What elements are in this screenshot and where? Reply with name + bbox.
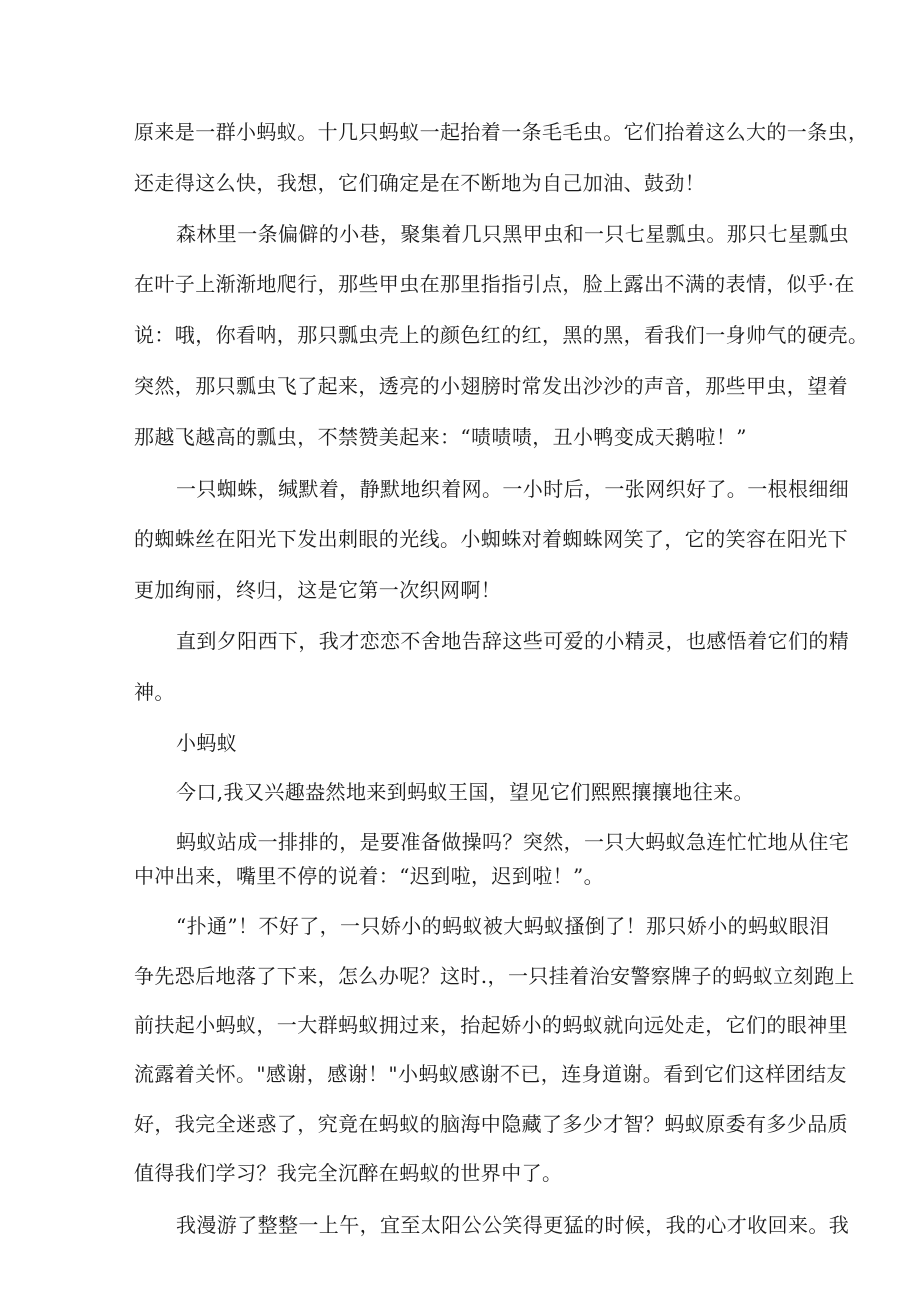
section-title: 小蚂蚁 <box>176 731 238 755</box>
paragraph-line: 值得我们学习？我完全沉醉在蚂蚁的世界中了。 <box>134 1161 563 1185</box>
paragraph-line: 直到夕阳西下，我才恋恋不舍地告辞这些可爱的小精灵，也感悟着它们的精 <box>176 629 850 653</box>
paragraph-line: 突然，那只瓢虫飞了起来，透亮的小翅膀时常发出沙沙的声音，那些甲虫，望着 <box>134 374 848 398</box>
paragraph-line: 争先恐后地落了下来，怎么办呢？这时.，一只挂着治安警察牌子的蚂蚁立刻跑上 <box>134 964 855 988</box>
paragraph-line: 一只蜘蛛，缄默着，静默地织着网。一小时后，一张网织好了。一根根细细 <box>176 477 850 501</box>
paragraph-line: 说：哦，你看呐，那只瓢虫壳上的颜色红的红，黑的黑，看我们一身帅气的硬壳。 <box>134 323 869 347</box>
paragraph-line: 森林里一条偏僻的小巷，聚集着几只黑甲虫和一只七星瓢虫。那只七星瓢虫 <box>176 222 850 246</box>
paragraph-line: 我漫游了整整一上午，宜至太阳公公笑得更猛的时候，我的心才收回来。我 <box>176 1213 850 1237</box>
paragraph-line: “扑通”！不好了，一只娇小的蚂蚁被大蚂蚁搔倒了！那只娇小的蚂蚁眼泪 <box>176 914 830 938</box>
paragraph-line: 在叶子上渐渐地爬行，那些甲虫在那里指指引点，脸上露出不满的表情，似乎·在 <box>134 272 855 296</box>
paragraph-line: 今口,我又兴趣盎然地来到蚂蚁王国，望见它们熙熙攘攘地往来。 <box>176 780 754 804</box>
paragraph-line: 神。 <box>134 680 175 704</box>
paragraph-line: 还走得这么快，我想，它们确定是在不断地为自己加油、鼓劲！ <box>134 171 706 195</box>
paragraph-line: 更加绚丽，终归，这是它第一次织网啊！ <box>134 578 502 602</box>
paragraph-line: 好，我完全迷惑了，究竟在蚂蚁的脑海中隐藏了多少才智？蚂蚁原委有多少品质 <box>134 1112 848 1136</box>
paragraph-line: 流露着关怀。"感谢，感谢！"小蚂蚁感谢不已，连身道谢。看到它们这样团结友 <box>134 1062 847 1086</box>
paragraph-line: 的蜘蛛丝在阳光下发出刺眼的光线。小蜘蛛对着蜘蛛网笑了，它的笑容在阳光下 <box>134 527 848 551</box>
paragraph-line: 蚂蚁站成一排排的，是要准备做操吗？突然，一只大蚂蚁急连忙忙地从住宅 <box>176 830 850 854</box>
paragraph-line: 中冲出来，嘴里不停的说着：“迟到啦，迟到啦！”。 <box>134 864 605 888</box>
paragraph-line: 原来是一群小蚂蚁。十几只蚂蚁一起抬着一条毛毛虫。它们抬着这么大的一条虫， <box>134 120 869 144</box>
paragraph-line: 前扶起小蚂蚁，一大群蚂蚁拥过来，抬起娇小的蚂蚁就向远处走，它们的眼神里 <box>134 1013 848 1037</box>
paragraph-line: 那越飞越高的瓢虫，不禁赞美起来：“啧啧啧，丑小鸭变成天鹅啦！” <box>134 425 747 449</box>
